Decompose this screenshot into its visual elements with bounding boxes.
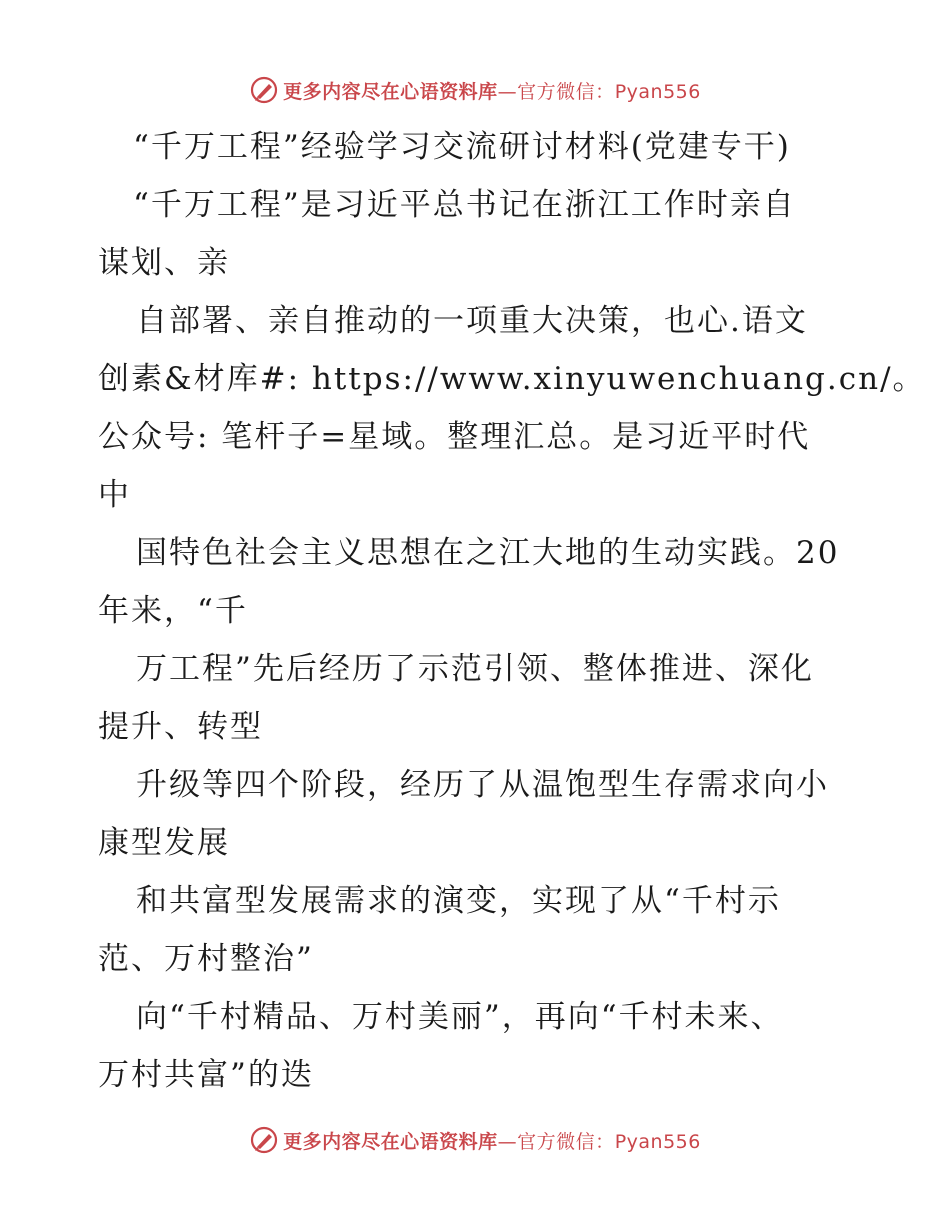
watermark-main: 更多内容尽在心语资料库 [283, 1130, 498, 1153]
doc-line: 创素&材库#: https://www.xinyuwenchuang.cn/。 [98, 361, 926, 397]
doc-line: 提升、转型 [98, 709, 263, 745]
footer-watermark [0, 1122, 950, 1158]
watermark-text [283, 77, 701, 104]
doc-line: 年来，“千 [98, 593, 248, 629]
watermark-main: 更多内容尽在心语资料库 [283, 80, 498, 103]
doc-line: 和共富型发展需求的演变，实现了从“千村示 [136, 883, 781, 919]
pen-logo-icon [249, 75, 279, 105]
doc-line: 向“千村精品、万村美丽”，再向“千村未来、 [136, 999, 784, 1035]
watermark-dash: — [497, 80, 518, 103]
doc-line: 自部署、亲自推动的一项重大决策，也心.语文 [136, 303, 808, 339]
doc-line: 谋划、亲 [98, 245, 230, 281]
doc-line: 万村共富”的迭 [98, 1057, 314, 1093]
document-body [98, 118, 926, 1104]
doc-line: 万工程”先后经历了示范引领、整体推进、深化 [136, 651, 814, 687]
watermark-id: Pyan556 [614, 80, 701, 103]
watermark-dash: — [497, 1130, 518, 1153]
doc-line: 康型发展 [98, 825, 230, 861]
doc-title: “千万工程”经验学习交流研讨材料(党建专干) [133, 129, 791, 165]
doc-line: 范、万村整治” [98, 941, 314, 977]
doc-line: 中 [98, 477, 131, 513]
header-watermark [0, 72, 950, 108]
doc-line: 国特色社会主义思想在之江大地的生动实践。20 [136, 535, 840, 571]
doc-line: “千万工程”是习近平总书记在浙江工作时亲自 [133, 187, 796, 223]
watermark-text [283, 1127, 701, 1154]
doc-line: 公众号: 笔杆子=星域。整理汇总。是习近平时代 [98, 419, 811, 455]
watermark-sub: 官方微信： [517, 1130, 615, 1153]
watermark-sub: 官方微信： [517, 80, 615, 103]
pen-logo-icon [249, 1125, 279, 1155]
doc-line: 升级等四个阶段，经历了从温饱型生存需求向小 [136, 767, 829, 803]
watermark-id: Pyan556 [614, 1130, 701, 1153]
